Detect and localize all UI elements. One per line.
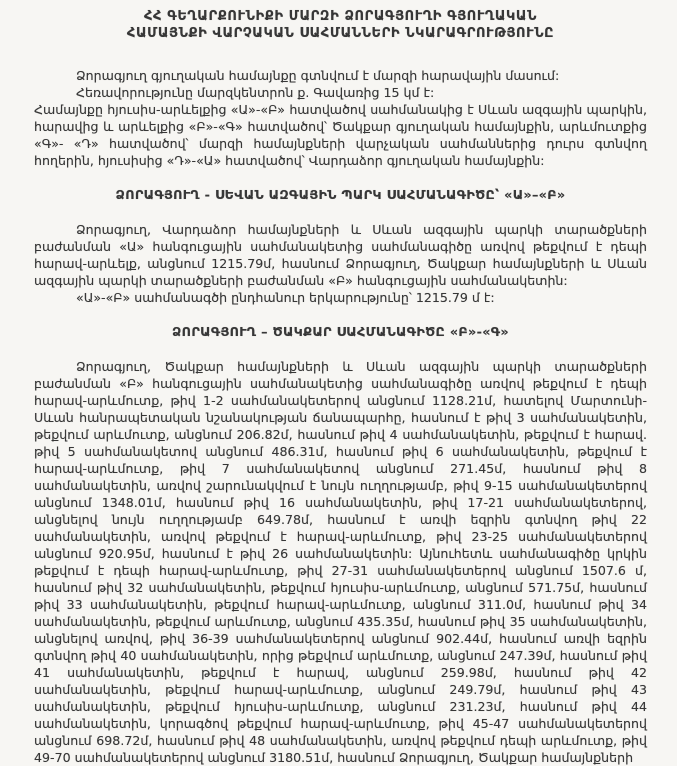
section-a-b-total-length: «Ա»-«Բ» սահմանագծի ընդհանուր երկարությունը՝ 1215.79 մ է:: [76, 290, 495, 305]
section-a-b-paragraph: Ձորագյուղ, Վարդաձոր համայնքների և Սևան ազգային պարկի տարածքների բաժանման «Ա» հանգուցային սահմանակետից սահմանագիծը առվով թեքվում է դեպի հարավ-արևելք, անցնում 1215.79մ, հասնում Ձորագյուղ, Ծակքար համայնքների և Սևան ազգային պարկի տարածքների բաժանման «Բ» հանգուցային սահմանակետին:: [34, 222, 647, 288]
section-b-g-paragraph: Ձորագյուղ, Ծակքար համայնքների և Սևան ազգային պարկի տարածքների բաժանման «Բ» հանգուցային սահմանակետից սահմանագիծը առվով թեքվում է դեպի հարավ-արևմուտք, թիվ 1-2 սահմանակետերով անցնում 1128.21մ, հատելով Մարտունի-Սևան հանրապետական նշանակության ճանապարհը, հասնում է թիվ 3 սահմանակետին, թեքվում արևմուտք, անցնում 206.82մ, հասնում թիվ 4 սահմանակետին, թեքվում է հարավ. թիվ 5 սահմանակետով անցնում 486.31մ, հասնում թիվ 6 սահմանակետին, թեքվում է հարավ-արևմուտք, թիվ 7 սահմանակետով անցնում 271.45մ, հասնում թիվ 8 սահմանակետին, առվով շարունակվում է նույն ուղղությամբ, թիվ 9-15 սահմանակետերով անցնում 1348.01մ, հասնում թիվ 16 սահմանակետին, թիվ 17-21 սահմանակետերով, անցնելով նույն ուղղությամբ 649.78մ, հասնում է առվի եզրին գտնվող թիվ 22 սահմանակետին, առվով թեքվում է հարավ-արևմուտք, թիվ 23-25 սահմանակետերով անցնում 920.95մ, հասնում է թիվ 26 սահմանակետին: Այնուհետև սահմանագիծը կրկին թեքվում է դեպի հարավ-արևմուտք, թիվ 27-31 սահմանակետերով անցնում 1507.6 մ, հասնում թիվ 32 սահմանակետին, թեքվում հյուսիս-արևմուտք, անցնում 571.75մ, հասնում թիվ 33 սահմանակետին, թեքվում հարավ-արևմուտք, անցնում 311.0մ, հասնում թիվ 34 սահմանակետին, թեքվում արևմուտք, անցնում 435.35մ, հասնում թիվ 35 սահմանակետին, անցնելով առվով, թիվ 36-39 սահմանակետերով անցնում 902.44մ, հասնում առվի եզրին գտնվող թիվ 40 սահմանակետին, որից թեքվում արևմուտք, անցնում 247.39մ, հասնում թիվ 41 սահմանակետին, թեքվում է հարավ, անցնում 259.98մ, հասնում թիվ 42 սահմանակետին, թեքվում հարավ-արևմուտք, անցնում 249.79մ, հասնում թիվ 43 սահմանակետին, թեքվում հյուսիս-արևմուտք, անցնում 231.23մ, հասնում թիվ 44 սահմանակետին, կորագծով թեքվում հարավ-արևմուտք, թիվ 45-47 սահմանակետերով անցնում 698.72մ, հասնում թիվ 48 սահմանակետին, առվով թեքվում դեպի արևմուտք, թիվ 49-70 սահմանակետերով անցնում 3180.51մ, հասնում Ձորագյուղ, Ծակքար համայնքների: [34, 359, 647, 765]
section-heading-a-b: ՁՈՐԱԳՅՈՒՂ - ՍԵՎԱՆ ԱԶԳԱՅԻՆ ՊԱՐԿ ՍԱՀՄԱՆԱԳԻԾԸ՝ «Ա»–«Բ»: [115, 188, 566, 203]
document-title: [34, 9, 647, 42]
intro-paragraph-distance: Հեռավորությունը մարզկենտրոն ք. Գավառից 15 կմ է:: [76, 85, 435, 100]
intro-paragraph-location: Ձորագյուղ գյուղական համայնքը գտնվում է մարզի հարավային մասում:: [76, 68, 560, 83]
document-title-line-1: ՀՀ ԳԵՂԱՐՔՈՒՆԻՔԻ ՄԱՐԶԻ ՁՈՐԱԳՅՈՒՂԻ ԳՅՈՒՂԱԿԱՆ: [144, 9, 537, 24]
intro-paragraph-neighbors: Համայնքը հյուսիս-արևելքից «Ա»-«Բ» հատվածով սահմանակից է Սևան ազգային պարկին, հարավից և արևելքից «Բ»-«Գ» հատվածով՝ Ծակքար գյուղական համայնքին, արևմուտքից «Գ»- «Դ» հատվածով՝ մարզի համայնքների վարչական սահմաններից դուրս գտնվող հողերին, հյուսիսից «Դ»-«Ա» հատվածով՝ Վարդաձոր գյուղական համայնքին:: [34, 102, 647, 168]
document-title-line-2: ՀԱՄԱՅՆՔԻ ՎԱՐՉԱԿԱՆ ՍԱՀՄԱՆՆԵՐԻ ՆԿԱՐԱԳՐՈՒԹՅՈՒՆԸ: [126, 25, 555, 41]
section-heading-b-g: ՁՈՐԱԳՅՈՒՂ – ԾԱԿՔԱՐ ՍԱՀՄԱՆԱԳԻԾԸ «Բ»-«Գ»: [172, 325, 509, 340]
